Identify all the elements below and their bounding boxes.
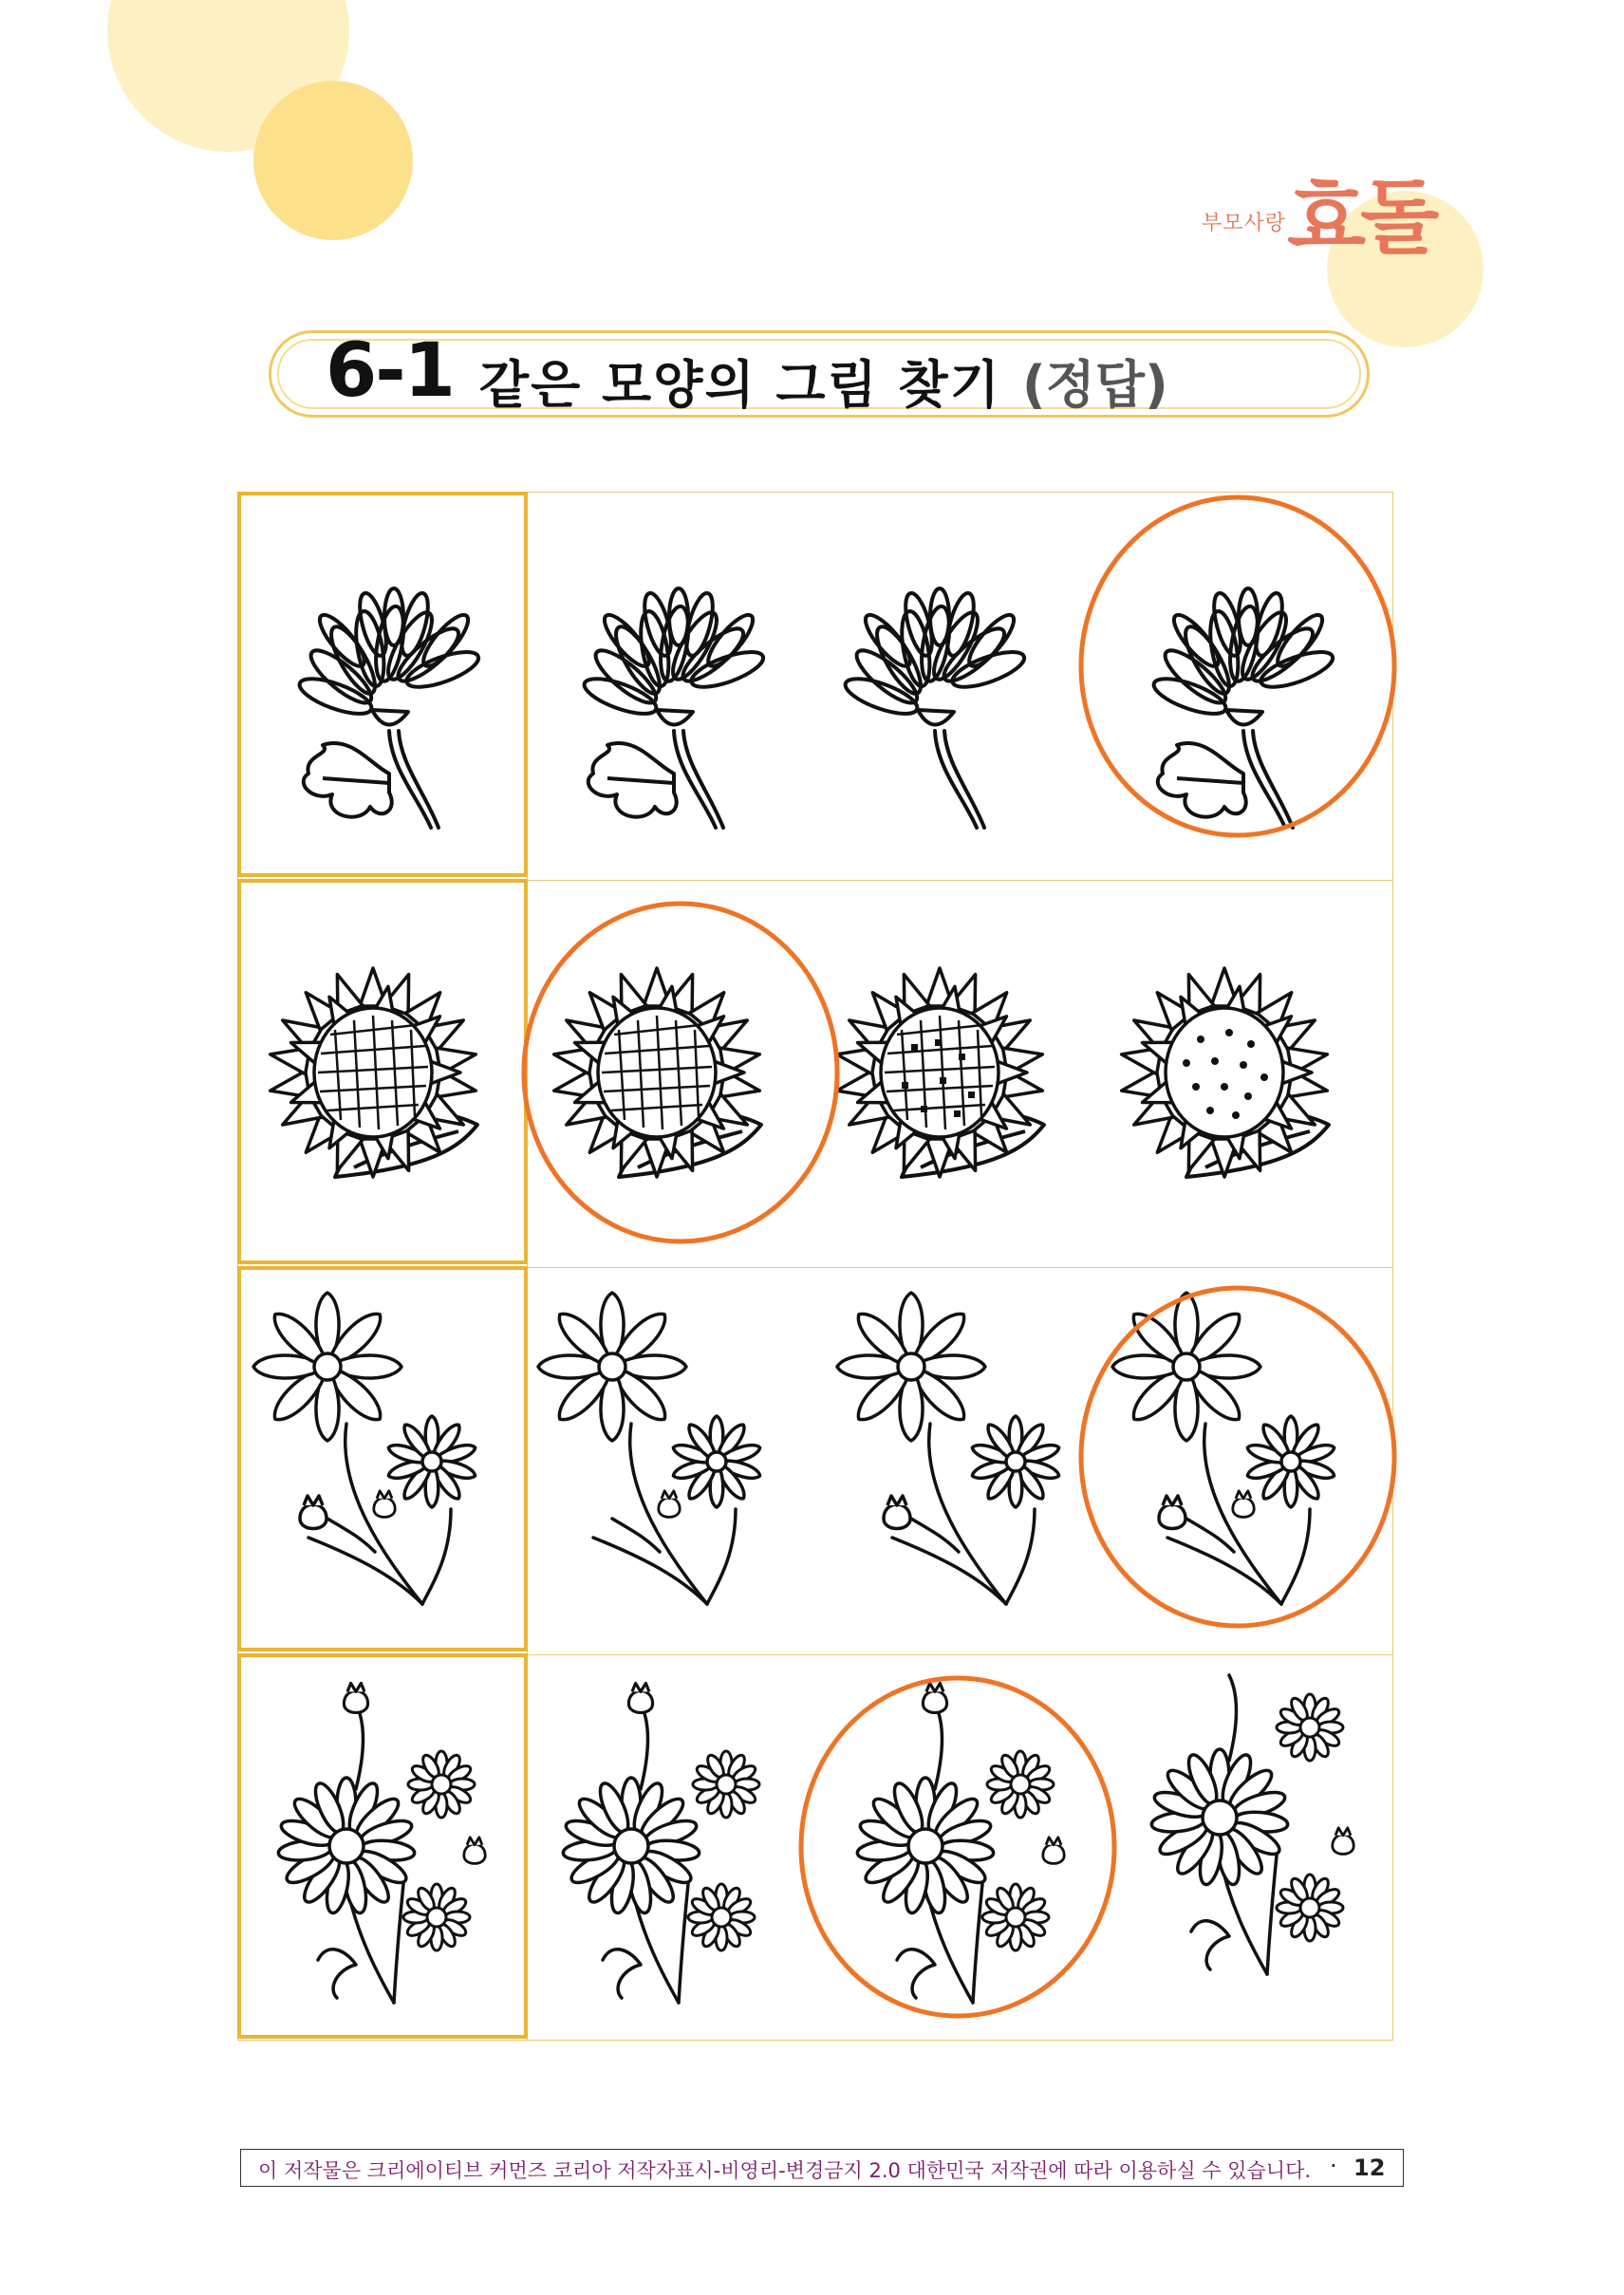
footer-separator: · (1330, 2153, 1337, 2179)
daisy-option-2 (856, 1683, 1064, 2003)
daisy-option-1 (562, 1683, 759, 2003)
cosmos-option-3 (1112, 1293, 1336, 1604)
row-3-flowers (253, 1293, 1336, 1604)
chrysanthemum-option-2 (841, 588, 1028, 828)
answer-label: (정답) (1022, 355, 1168, 415)
logo-mark: 효돌 (1287, 171, 1434, 266)
daisy-option-3 (1150, 1675, 1353, 1974)
chrysanthemum-option-1 (580, 588, 767, 828)
logo-caption: 부모사랑 (1202, 212, 1287, 235)
chrysanthemum-reference (295, 588, 482, 828)
cosmos-reference (253, 1293, 477, 1604)
row-4-flowers (277, 1675, 1353, 2003)
sunflower-option-3 (1119, 968, 1330, 1177)
sunflower-option-2 (834, 968, 1045, 1177)
row-1-flowers (295, 588, 1336, 828)
row-2-flowers (268, 968, 1330, 1177)
license-text: 이 저작물은 크리에이티브 커먼즈 코리아 저작자표시-비영리-변경금지 2.0 대한민국 저작권에 따라 이용하실 수 있습니다. (258, 2159, 1312, 2182)
answer-circle-row-3 (1081, 1288, 1394, 1626)
sunflower-option-1 (551, 968, 762, 1177)
sunflower-reference (268, 968, 478, 1177)
page-title: 같은 모양의 그림 찾기 (479, 355, 1001, 415)
chrysanthemum-option-3 (1149, 588, 1336, 828)
cosmos-option-1 (538, 1293, 762, 1604)
daisy-reference (277, 1683, 485, 2003)
license-footer (240, 2149, 1404, 2187)
exercise-number: 6-1 (326, 328, 454, 414)
page-number: 12 (1353, 2155, 1386, 2181)
cosmos-option-2 (837, 1293, 1061, 1604)
